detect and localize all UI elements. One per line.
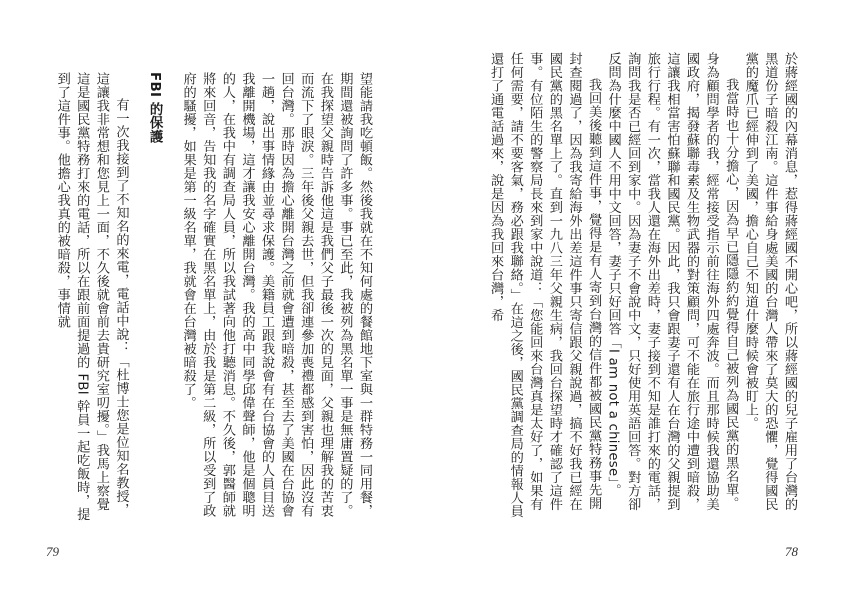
right-page (425, 0, 850, 603)
right-paragraph-1: 於蔣經國的內幕消息，惹得蔣經國不開心吧，所以蔣經國的兒子雇用了台灣的黑道份子暗殺江南。這件事給身處美國的台灣人帶來了莫大的恐懼，覺得國民黨的魔爪已經伸到了美國，擔心自己不知道什麼時候會被盯上。 (742, 52, 797, 511)
left-page-text (56, 72, 374, 522)
right-paragraph-3: 我回美後聽到這件事，覺得是有人寄到台灣的信件都被國民黨特務事先開封查閱過了，因為我寄給海外出差這件事只寄信跟父親說過，搞不好我已經在國民黨的黑名單上了。直到一九八三年父親生病，我回台探望時才確認了這件事。有位陌生的警察局長來到家中說道：「您能回來台灣真是太好了，如果有任何需要，請不要客氣，務必跟我聯絡。」在這之後，國民黨調查局的情報人員還打了通電話過來，說是因為我回來台灣，希 (488, 52, 602, 518)
left-paragraph-1: 望能請我吃頓飯。然後我就在不知何處的餐館地下室與一群特務一同用餐，期間還被詢問了許多事。事已至此，我被列為黑名單一事是無庸置疑的了。在我探望父親時告訴他這是我們父子最後一次的見面，父親也理解我的苦衷而流下了眼淚。三年後父親去世，但我卻連參加喪禮都感到害怕，因此沒有回台灣。那時因為擔心離開台灣之前就會遭到暗殺，甚至去了美國在台協會一趟，說出事情緣由並尋求保護。美籍員工跟我說會有在台協會的人員目送我離開機場，這才讓我安心離開台灣。我的高中同學邱偉聲師，他是個聰明的人，在我中有調查局人員，所以我試著向他打聽消息。不久後，郭醫師就將來回音，告知我的名字確實在黑名單上，由於我是第二級，所以受到了政府的騷擾，如果是第一級名單，我就會在台灣被暗殺了。 (180, 72, 372, 518)
page-number-right: 78 (785, 544, 798, 559)
page-number-left: 79 (46, 544, 59, 559)
left-paragraph-2: 有一次我接到了不知名的來電，電話中說：「杜博士您是位知名教授，這讓我非常想和您見上一面，不久後就會前去貴研究室叨擾。」我馬上察覺這是國民黨特務打來的電話，所以在跟前面提過的 FBI 幹員一起吃飯時，提到了這件事。他擔心我真的被暗殺，事情就 (54, 72, 129, 521)
section-heading-fbi-protection: FBI 的保護 (147, 72, 163, 144)
right-page-text (469, 52, 799, 522)
right-paragraph-2: 我當時也十分擔心，因為早已隱隱約約覺得自己被列為國民黨的黑名單。身為顧問學者的我，經常接受指示前往海外四處奔波。而且那時候我還協助美國政府，揭發蘇聯毒素及生物武器的對策顧問，可不能在旅行途中遭到暗殺，這讓我相當害怕蘇聯和國民黨。因此，我只會跟妻子還有人在台灣的父親提到旅行行程。有一次，當我人還在海外出差時，妻子接到不知是誰打來的電話，詢問我是否已經回到家中。因為妻子不會說中文，只好使用英語回答。對方卻反問為什麼中國人不用中文回答，妻子只好回答「I am not a chinese」。 (605, 52, 739, 511)
